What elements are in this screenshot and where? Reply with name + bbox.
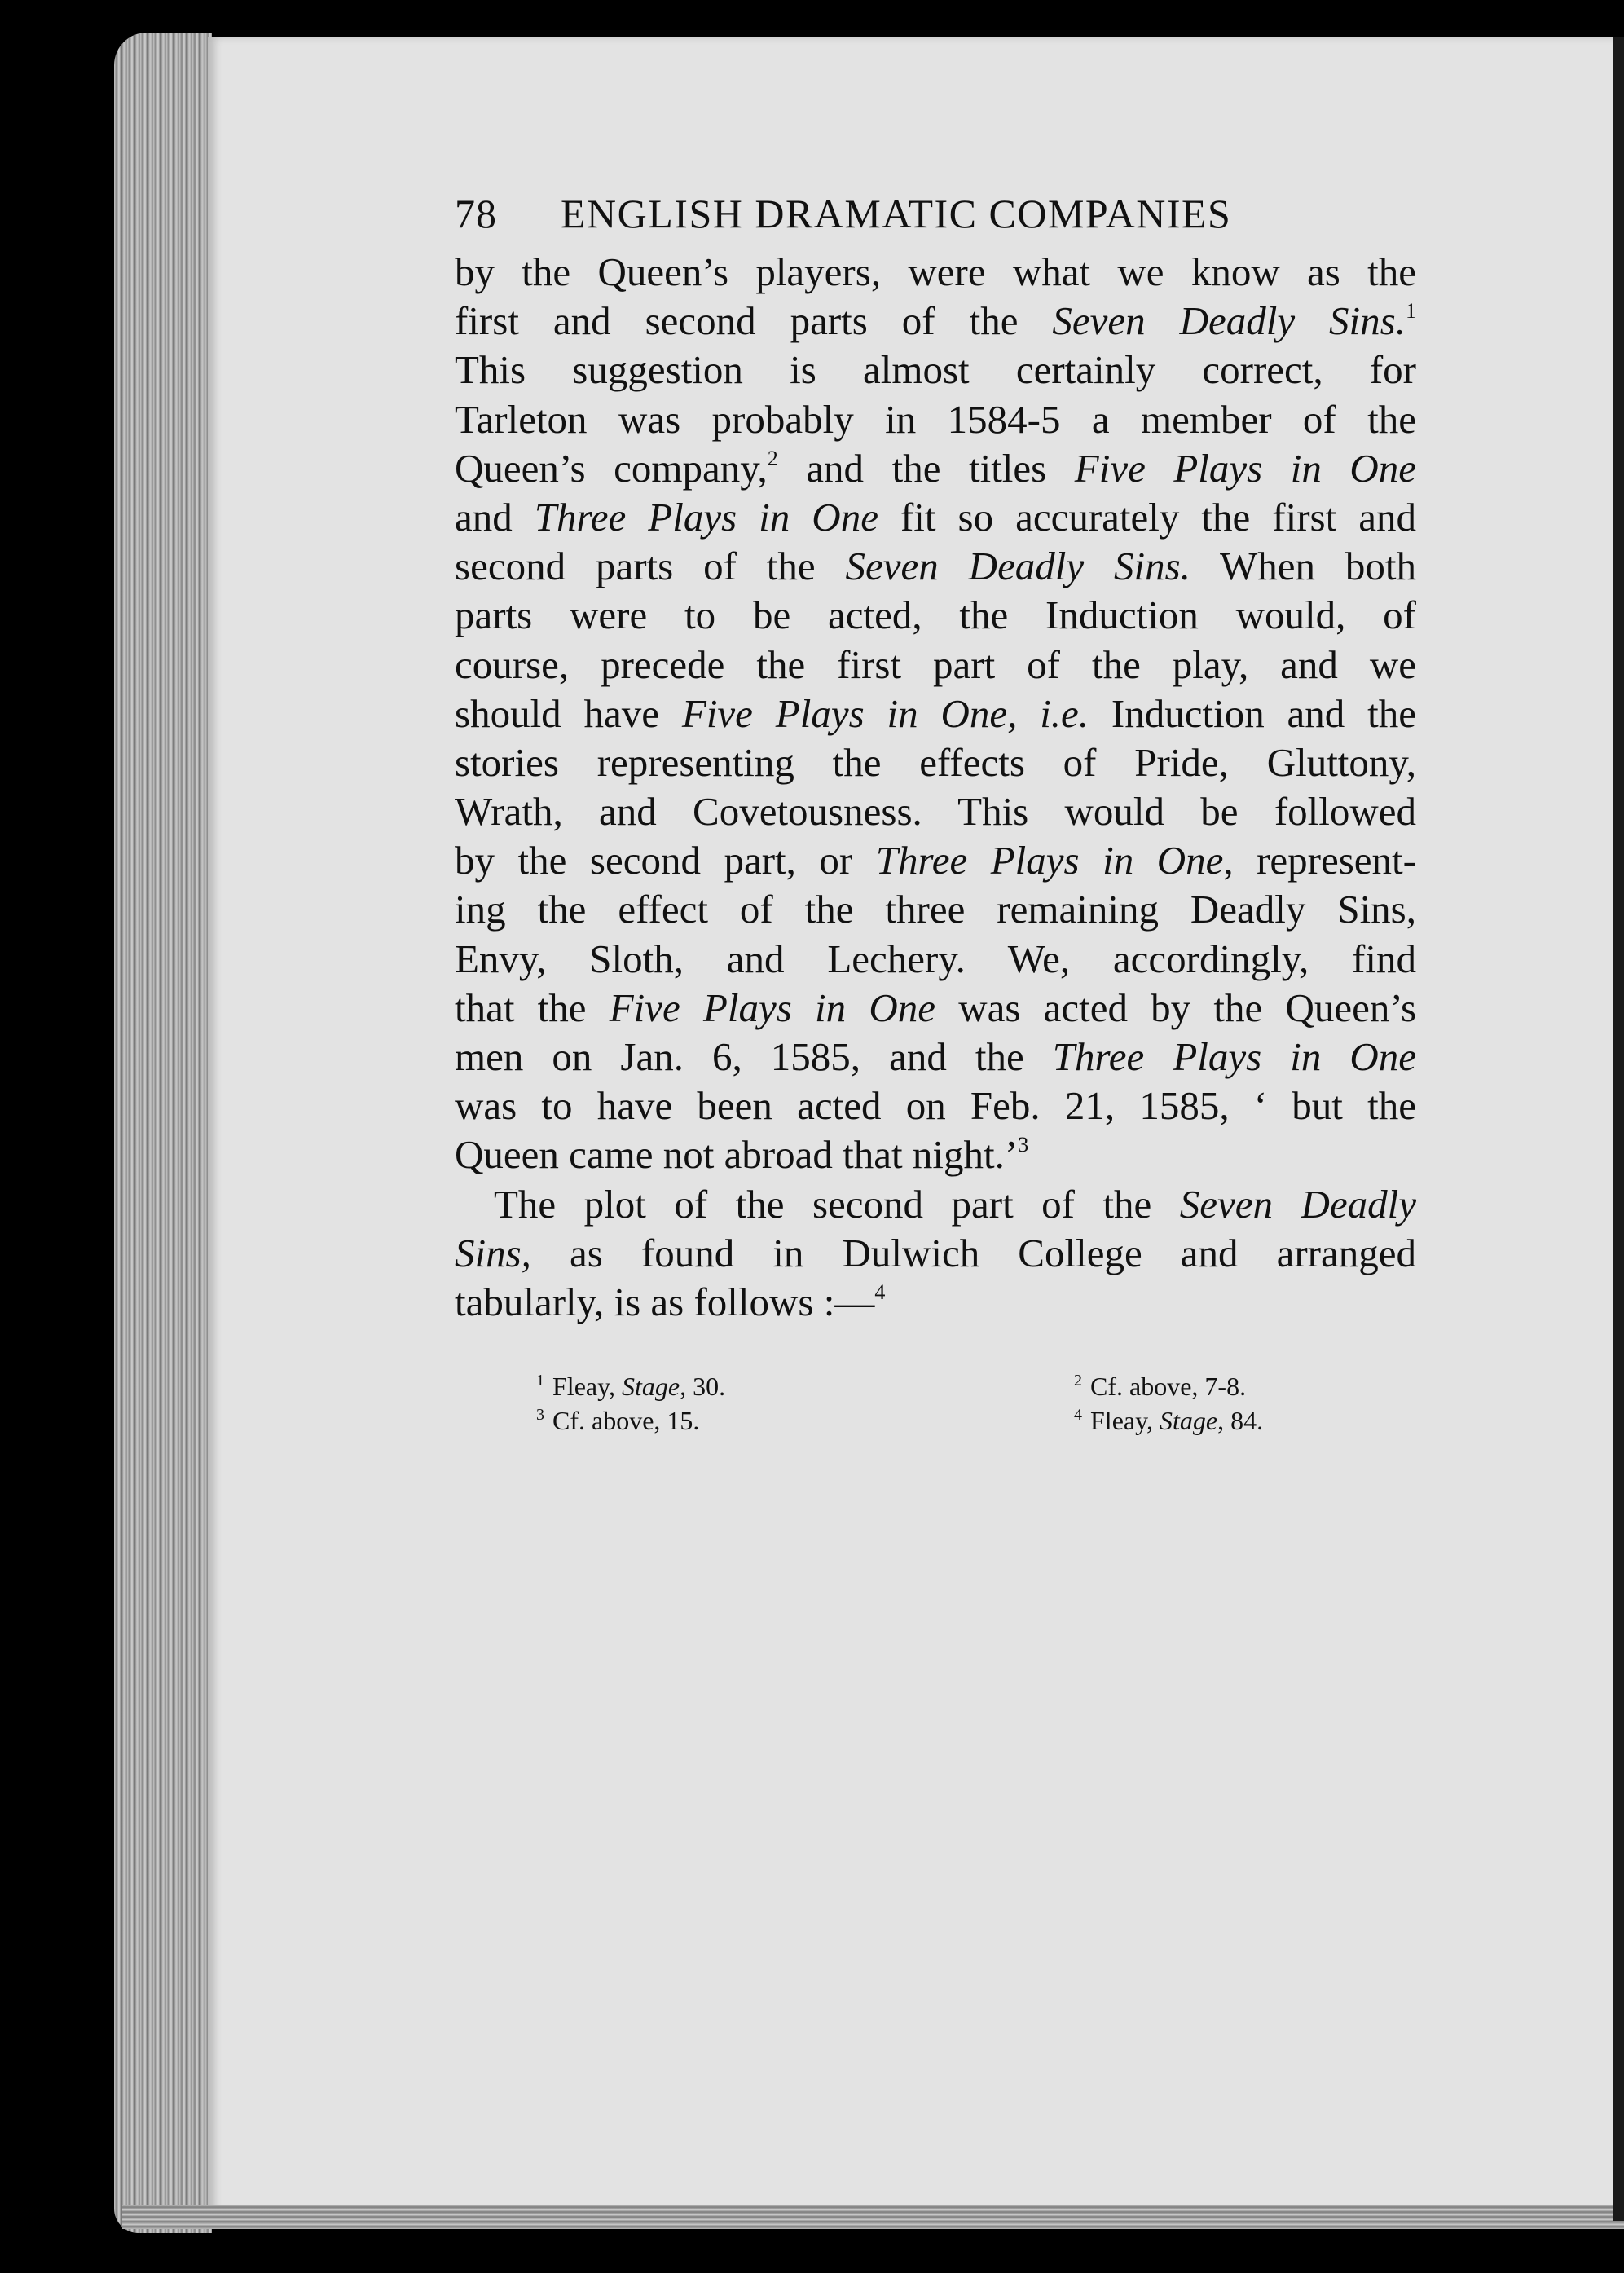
body-text: [455, 248, 1416, 1327]
text-line: [455, 787, 1416, 836]
running-head: [455, 179, 1416, 248]
text-segment: should have: [455, 690, 682, 736]
footnote-reference: 1: [1406, 299, 1416, 324]
text-segment: ing the effect of the three remaining Deadly Sins,: [455, 887, 1416, 932]
text-segment: , represent-: [1223, 838, 1416, 883]
text-segment: , 84.: [1217, 1406, 1264, 1435]
footnote-reference: 4: [874, 1280, 886, 1304]
italic-text: Stage: [622, 1372, 680, 1401]
text-segment: Fleay,: [552, 1372, 623, 1401]
text-segment: Queen came not abroad that night.’: [455, 1132, 1019, 1178]
book-bottom-edge: [122, 2205, 1624, 2229]
text-segment: Cf. above, 15.: [552, 1406, 700, 1435]
text-line: [455, 248, 1416, 297]
text-line: [455, 689, 1416, 738]
footnote-mark: 4: [1074, 1406, 1082, 1424]
text-line: [455, 885, 1416, 934]
italic-text: Seven Deadly Sins.: [845, 544, 1190, 589]
text-segment: The plot of the second part of the: [494, 1181, 1180, 1227]
text-segment: tabularly, is as follows :—: [455, 1279, 875, 1324]
text-segment: Queen’s company,: [455, 445, 768, 491]
text-segment: This suggestion is almost certainly correct, for: [455, 347, 1416, 393]
text-segment: by the Queen’s players, were what we know as the: [455, 249, 1416, 294]
footnote-mark: 2: [1074, 1372, 1082, 1390]
italic-text: Five Plays in One: [1074, 445, 1417, 491]
italic-text: Five Plays in One: [609, 985, 936, 1030]
text-segment: men on Jan. 6, 1585, and the: [455, 1034, 1053, 1079]
right-margin-shadow: [1613, 37, 1624, 2221]
text-segment: , 30.: [680, 1372, 726, 1401]
footnote-reference: 3: [1018, 1133, 1029, 1157]
text-line: [455, 641, 1416, 689]
text-line: [455, 1081, 1416, 1130]
italic-text: Three Plays in One: [1052, 1034, 1416, 1079]
text-segment: was to have been acted on Feb. 21, 1585, ‘ but the: [455, 1083, 1416, 1129]
text-segment: Tarleton was probably in 1584-5 a member of the: [455, 396, 1416, 442]
italic-text: Seven Deadly Sins.: [1052, 298, 1406, 344]
text-segment: Envy, Sloth, and Lechery. We, accordingly, find: [455, 936, 1416, 981]
text-line: [455, 836, 1416, 885]
text-segment: as found in Dulwich College and arranged: [530, 1230, 1416, 1275]
footnote: [1074, 1369, 1246, 1403]
text-line: [455, 591, 1416, 640]
text-segment: Cf. above, 7-8.: [1090, 1372, 1247, 1401]
footnote: [536, 1403, 699, 1438]
text-segment: Induction and the: [1089, 690, 1417, 736]
text-line: [455, 1130, 1416, 1179]
text-segment: was acted by the Queen’s: [935, 985, 1417, 1030]
italic-text: Sins,: [455, 1230, 531, 1275]
text-line: [455, 542, 1416, 591]
text-segment: and the titles: [777, 445, 1075, 491]
text-segment: Wrath, and Covetousness. This would be followed: [455, 789, 1416, 835]
book-spine-edge: [114, 33, 212, 2233]
text-line: [455, 493, 1416, 542]
page-text: [455, 179, 1416, 1327]
footnote-mark: 1: [536, 1372, 544, 1390]
text-line: [455, 1180, 1416, 1229]
footnote-mark: 3: [536, 1406, 544, 1424]
italic-text: Three Plays in One: [534, 494, 878, 540]
text-segment: second parts of the: [455, 544, 846, 589]
text-segment: When both: [1190, 544, 1416, 589]
text-line: [455, 395, 1416, 444]
text-segment: stories representing the effects of Pride, Gluttony,: [455, 739, 1416, 785]
text-line: [455, 738, 1416, 787]
footnote: [1074, 1403, 1263, 1438]
text-line: [455, 1278, 1416, 1327]
italic-text: Five Plays in One, i.e.: [681, 690, 1089, 736]
text-line: [455, 346, 1416, 394]
footnote: [536, 1369, 725, 1403]
text-segment: Fleay,: [1090, 1406, 1160, 1435]
italic-text: Three Plays in One: [875, 838, 1224, 883]
text-segment: and: [455, 494, 535, 540]
italic-text: Stage: [1160, 1406, 1218, 1435]
text-segment: fit so accurately the first and: [878, 494, 1416, 540]
text-line: [455, 444, 1416, 493]
text-segment: parts were to be acted, the Induction would, of: [455, 592, 1416, 638]
text-line: [455, 984, 1416, 1033]
page-number: 78: [455, 191, 497, 236]
text-line: [455, 297, 1416, 346]
text-line: [455, 935, 1416, 984]
text-segment: course, precede the first part of the play, and we: [455, 641, 1416, 687]
text-line: [455, 1033, 1416, 1081]
text-segment: first and second parts of the: [455, 298, 1053, 344]
italic-text: Seven Deadly: [1179, 1181, 1416, 1227]
running-title: ENGLISH DRAMATIC COMPANIES: [561, 191, 1232, 236]
text-line: [455, 1229, 1416, 1278]
text-segment: by the second part, or: [455, 838, 876, 883]
text-segment: that the: [455, 985, 610, 1030]
footnote-reference: 2: [767, 446, 778, 470]
